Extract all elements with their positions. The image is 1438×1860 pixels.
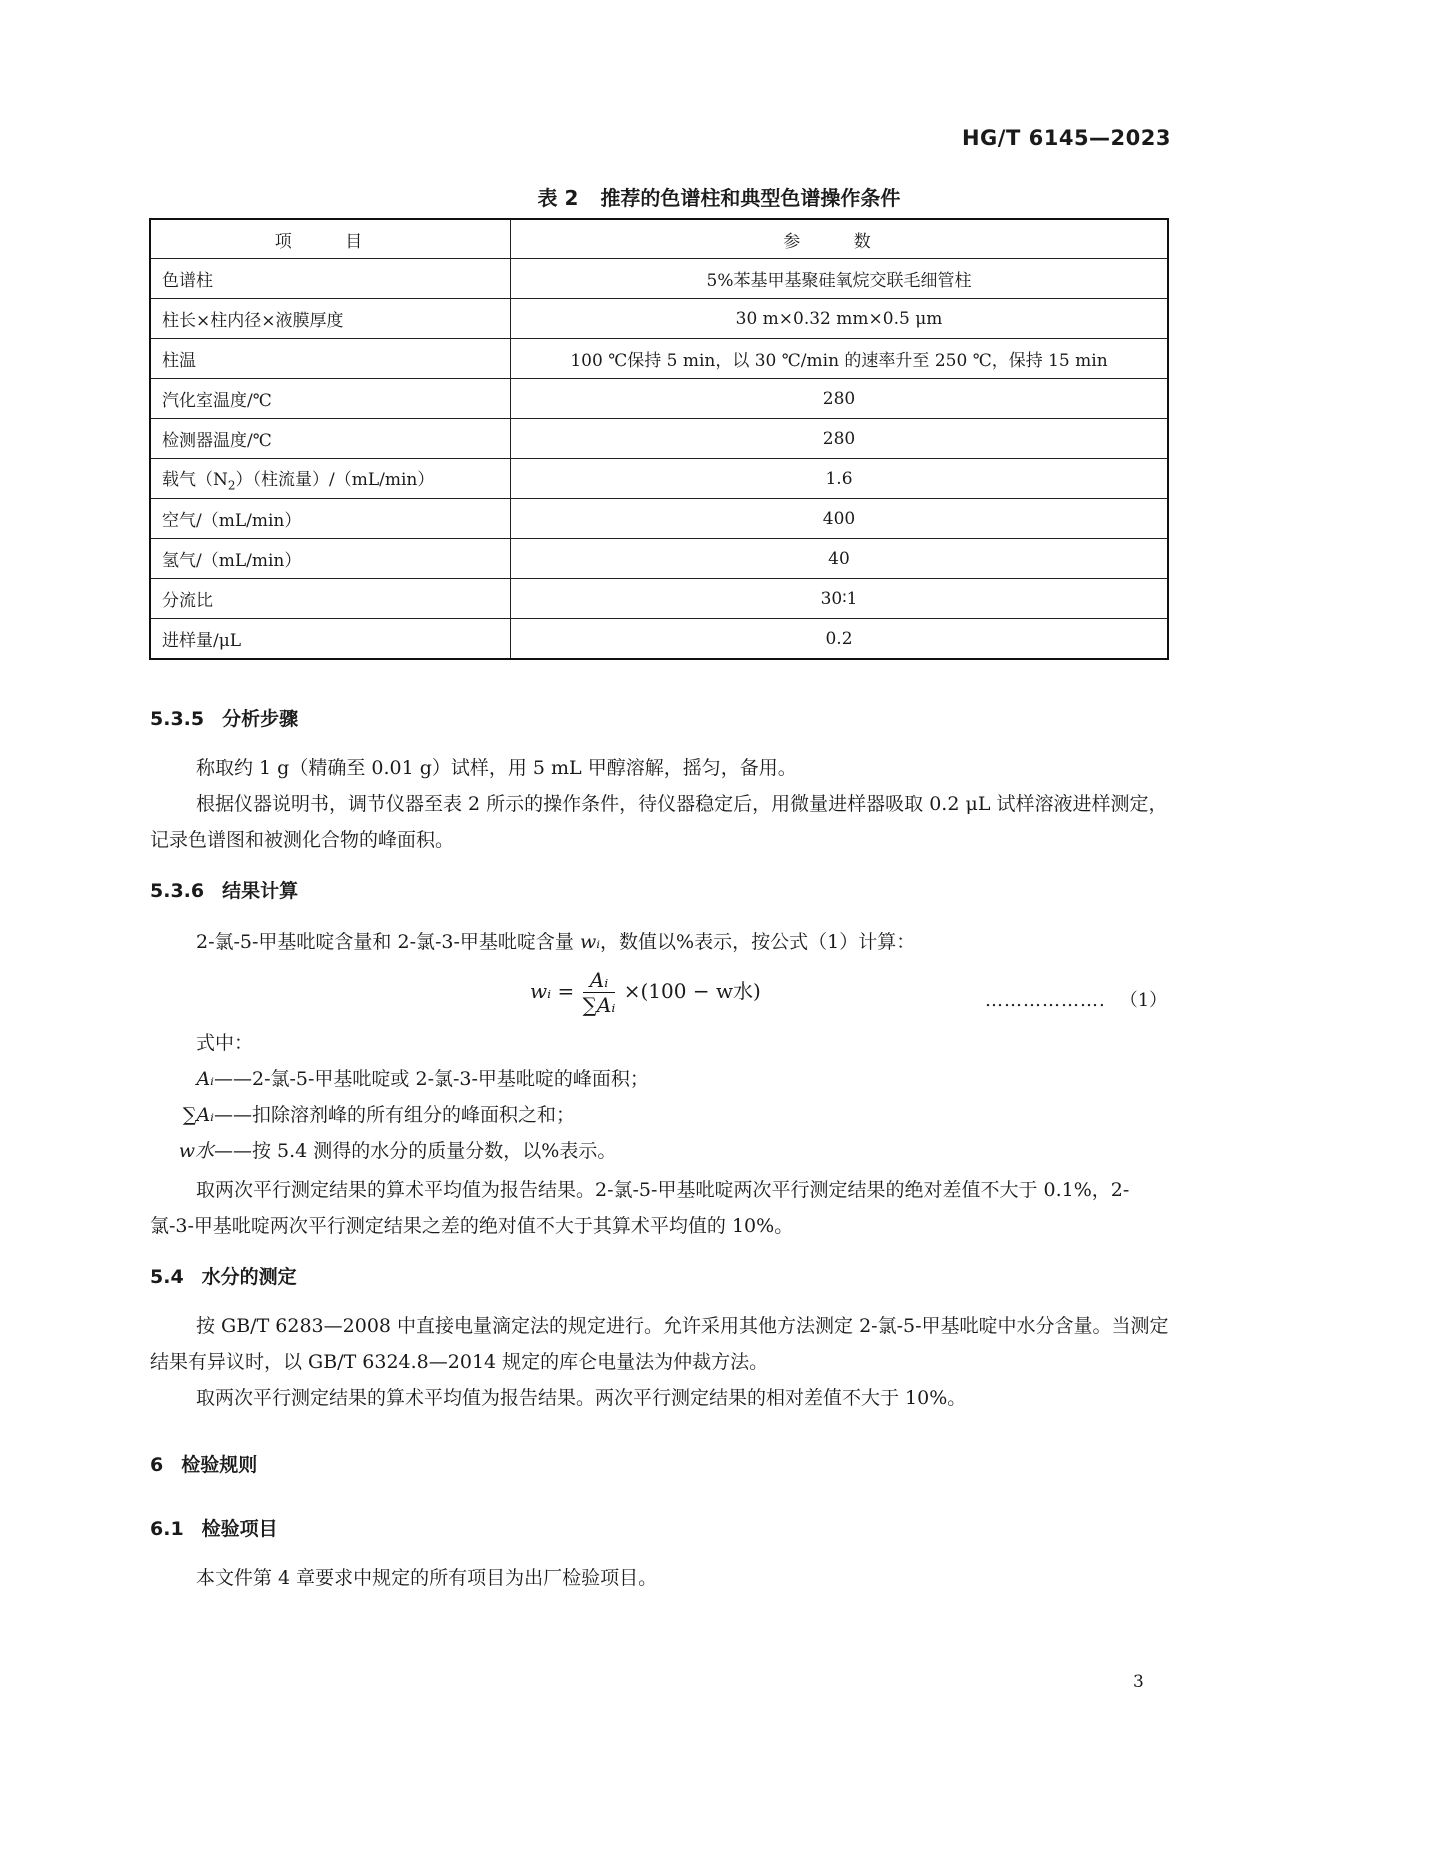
intro-text-end: ，数值以%表示，按公式（1）计算： xyxy=(600,931,916,953)
table-title: 推荐的色谱柱和典型色谱操作条件 xyxy=(600,186,901,210)
carrier-gas-label-end: ）（柱流量）/（mL/min） xyxy=(235,469,435,490)
definition-text: ——按 5.4 测得的水分的质量分数，以%表示。 xyxy=(214,1140,617,1162)
column-header-param: 参 数 xyxy=(511,219,1169,259)
definition-symbol: ∑Aᵢ xyxy=(182,1104,214,1126)
section-title: 水分的测定 xyxy=(201,1266,297,1288)
section-number: 5.4 xyxy=(150,1266,184,1288)
row-item: 氢气/（mL/min） xyxy=(150,539,511,579)
row-value: 100 ℃保持 5 min，以 30 ℃/min 的速率升至 250 ℃，保持 15 min xyxy=(511,339,1169,379)
row-item: 柱温 xyxy=(150,339,511,379)
table-row xyxy=(150,619,1168,660)
table-row xyxy=(150,459,1168,499)
table-row xyxy=(150,419,1168,459)
table-number: 表 2 xyxy=(537,186,579,210)
page-number: 3 xyxy=(1133,1672,1144,1692)
definition-text: ——2-氯-5-甲基吡啶或 2-氯-3-甲基吡啶的峰面积； xyxy=(214,1068,649,1090)
equation-label: （1） xyxy=(1119,990,1168,1011)
table-row xyxy=(150,499,1168,539)
section-number: 6.1 xyxy=(150,1518,184,1540)
column-header-item: 项 目 xyxy=(150,219,511,259)
definition-text: ——扣除溶剂峰的所有组分的峰面积之和； xyxy=(214,1104,576,1126)
section-title: 结果计算 xyxy=(222,880,299,902)
row-item: 进样量/μL xyxy=(150,619,511,660)
table-header-row xyxy=(150,219,1168,259)
table-row xyxy=(150,259,1168,299)
section-heading-5-3-6 xyxy=(150,876,298,903)
paragraph: 称取约 1 g（精确至 0.01 g）试样，用 5 mL 甲醇溶解，摇匀，备用。 xyxy=(196,757,797,779)
row-value: 30 m×0.32 mm×0.5 μm xyxy=(511,299,1169,339)
paragraph: 根据仪器说明书，调节仪器至表 2 所示的操作条件，待仪器稳定后，用微量进样器吸取 0.2 μL 试样溶液进样测定，记录色谱图和被测化合物的峰面积。 xyxy=(150,793,1168,851)
section-number: 6 xyxy=(150,1454,164,1476)
formula-fraction xyxy=(583,968,616,1017)
table-row xyxy=(150,299,1168,339)
definition-symbol: Aᵢ xyxy=(196,1068,214,1090)
variable-symbol: wᵢ xyxy=(579,931,601,953)
row-value: 400 xyxy=(511,499,1169,539)
where-label: 式中： xyxy=(196,1032,254,1054)
formula-lhs: wᵢ = xyxy=(530,979,575,1003)
paragraph: 按 GB/T 6283—2008 中直接电量滴定法的规定进行。允许采用其他方法测定 2-氯-5-甲基吡啶中水分含量。当测定结果有异议时，以 GB/T 6324.8—2014 规定的库仑电量法为仲裁方法。 xyxy=(150,1315,1169,1373)
formula-1 xyxy=(530,968,761,1017)
row-item: 空气/（mL/min） xyxy=(150,499,511,539)
table-row xyxy=(150,379,1168,419)
carrier-gas-subscript: 2 xyxy=(227,478,236,493)
row-item: 色谱柱 xyxy=(150,259,511,299)
definition-line xyxy=(150,1136,616,1163)
definition-symbol: w水 xyxy=(178,1140,214,1162)
section-title: 检验项目 xyxy=(201,1518,278,1540)
carrier-gas-label-start: 载气（N xyxy=(162,469,228,490)
formula-rest: ×(100 − w水) xyxy=(623,979,761,1003)
section-title: 检验规则 xyxy=(181,1454,258,1476)
section-heading-6-1 xyxy=(150,1514,278,1541)
row-item: 检测器温度/℃ xyxy=(150,419,511,459)
paragraph: 取两次平行测定结果的算术平均值为报告结果。两次平行测定结果的相对差值不大于 10%。 xyxy=(196,1387,967,1409)
document-code: HG/T 6145—2023 xyxy=(961,126,1171,150)
equation-number xyxy=(985,986,1167,1012)
section-heading-6 xyxy=(150,1450,257,1477)
definition-line xyxy=(150,1100,575,1127)
row-value: 5%苯基甲基聚硅氧烷交联毛细管柱 xyxy=(511,259,1169,299)
equation-leader-dots: ………………. xyxy=(985,990,1106,1011)
paragraph: 取两次平行测定结果的算术平均值为报告结果。2-氯-5-甲基吡啶两次平行测定结果的绝对差值不大于 0.1%，2-氯-3-甲基吡啶两次平行测定结果之差的绝对值不大于其算术平均值的 10%。 xyxy=(150,1179,1130,1237)
intro-text: 2-氯-5-甲基吡啶含量和 2-氯-3-甲基吡啶含量 xyxy=(196,931,580,953)
row-value: 280 xyxy=(511,419,1169,459)
row-value: 40 xyxy=(511,539,1169,579)
row-value: 1.6 xyxy=(511,459,1169,499)
row-item-carrier-gas xyxy=(150,459,511,499)
parameters-table xyxy=(149,218,1169,660)
table-row xyxy=(150,579,1168,619)
definition-line xyxy=(150,1064,649,1091)
row-item: 分流比 xyxy=(150,579,511,619)
section-title: 分析步骤 xyxy=(222,708,299,730)
row-item: 柱长×柱内径×液膜厚度 xyxy=(150,299,511,339)
section-number: 5.3.6 xyxy=(150,880,205,902)
table-row xyxy=(150,339,1168,379)
row-value: 30∶1 xyxy=(511,579,1169,619)
paragraph: 本文件第 4 章要求中规定的所有项目为出厂检验项目。 xyxy=(196,1567,658,1589)
formula-numerator: Aᵢ xyxy=(583,968,616,993)
table-row xyxy=(150,539,1168,579)
section-heading-5-3-5 xyxy=(150,704,298,731)
row-value: 0.2 xyxy=(511,619,1169,660)
table-caption xyxy=(0,182,1438,211)
section-heading-5-4 xyxy=(150,1262,297,1289)
row-item: 汽化室温度/℃ xyxy=(150,379,511,419)
row-value: 280 xyxy=(511,379,1169,419)
paragraph xyxy=(150,924,1170,960)
formula-denominator: ∑Aᵢ xyxy=(582,993,616,1017)
section-number: 5.3.5 xyxy=(150,708,205,730)
